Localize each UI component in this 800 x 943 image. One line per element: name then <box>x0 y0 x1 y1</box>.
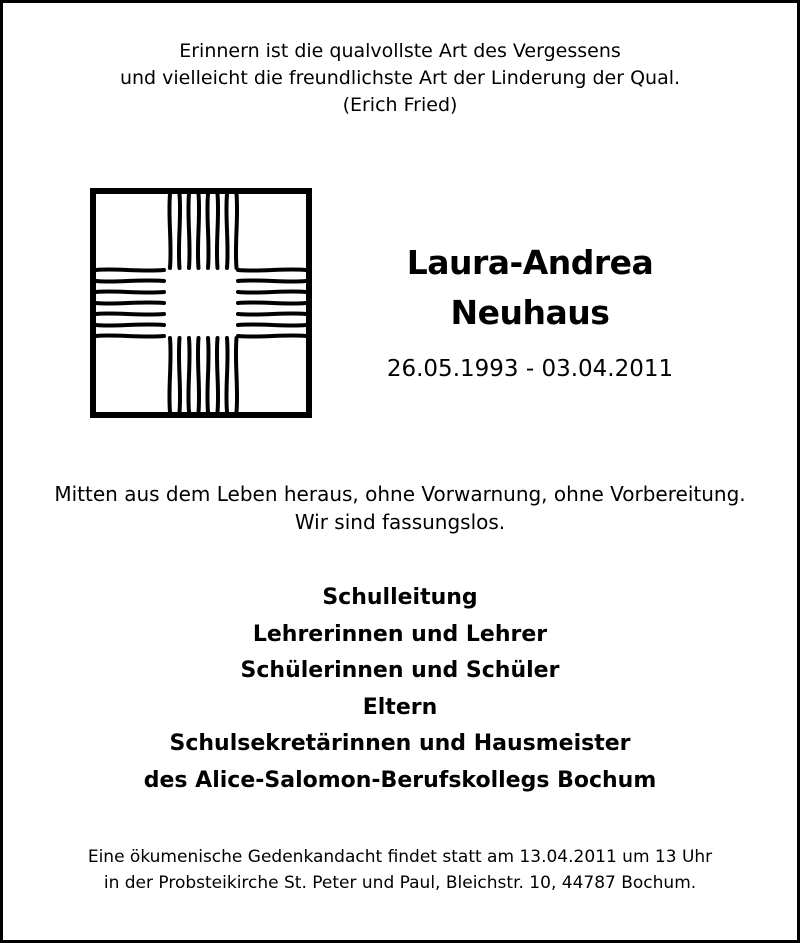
mourner: Eltern <box>362 694 438 720</box>
cross-symbol-icon <box>90 188 312 418</box>
mourner: Lehrerinnen und Lehrer <box>252 621 548 647</box>
message-line: Wir sind fassungslos. <box>294 510 506 534</box>
quote-line: und vielleicht die freundlichste Art der Linderung der Qual. <box>119 67 681 89</box>
quote-author: (Erich Fried) <box>342 94 458 116</box>
first-name: Laura-Andrea <box>406 243 654 282</box>
mourner: Schulleitung <box>322 585 478 610</box>
life-dates: 26.05.1993 - 03.04.2011 <box>386 356 674 382</box>
quote <box>0 38 800 119</box>
mourner: Schulsekretärinnen und Hausmeister <box>169 731 631 756</box>
footer-line: in der Probsteikirche St. Peter und Paul, Bleichstr. 10, 44787 Bochum. <box>103 873 697 893</box>
message-line: Mitten aus dem Leben heraus, ohne Vorwarnung, ohne Vorbereitung. <box>54 482 746 506</box>
mourner: Schülerinnen und Schüler <box>240 658 560 683</box>
deceased-name <box>380 238 680 338</box>
quote-line: Erinnern ist die qualvollste Art des Vergessens <box>179 40 621 62</box>
footer-line: Eine ökumenische Gedenkandacht findet statt am 13.04.2011 um 13 Uhr <box>87 847 713 867</box>
mourners-list <box>0 580 800 799</box>
message <box>0 480 800 536</box>
mourner: des Alice-Salomon-Berufskollegs Bochum <box>143 767 657 793</box>
memorial-info <box>0 844 800 896</box>
last-name: Neuhaus <box>450 293 610 332</box>
